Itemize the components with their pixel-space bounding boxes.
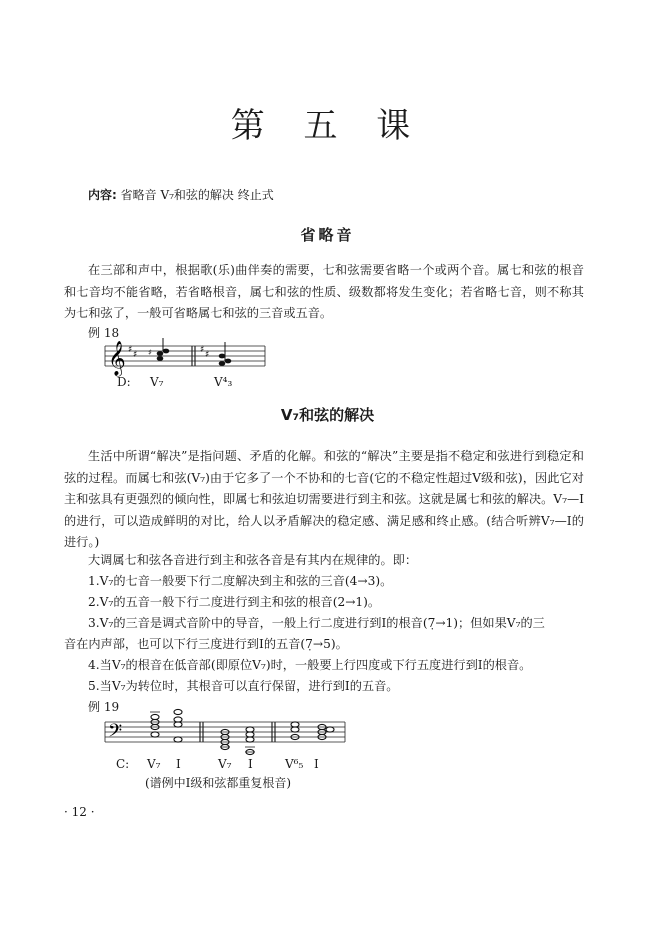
example-19-score <box>100 708 350 764</box>
section1-paragraph: 在三部和声中，根据歌(乐)曲伴奏的需要，七和弦需要省略一个或两个音。属七和弦的根音和七音均不能省略，若省略根音，属七和弦的性质、级数都将发生变化；若省略七音，则不称其为七和弦了，一般可省略属七和弦的三音或五音。 <box>64 263 584 320</box>
svg-text:♯: ♯ <box>133 350 138 360</box>
svg-text:♯: ♯ <box>148 348 152 357</box>
example-19-chord-3: V₇ <box>218 757 232 771</box>
example-19-chord-1: V₇ <box>147 757 161 771</box>
section-heading-omitted-notes: 省略音 <box>300 226 355 244</box>
section2-paragraph: 生活中所谓“解决”是指问题、矛盾的化解。和弦的“解决”主要是指不稳定和弦进行到稳定和弦的过程。而属七和弦(V₇)由于它多了一个不协和的七音(它的不稳定性超过V级和弦)，因此它对主和弦具有更强烈的倾向性，即属七和弦迫切需要进行到主和弦。这就是属七和弦的解决。V₇—I的进行，可以造成鲜明的对比，给人以矛盾解决的稳定感、满足感和终止感。(结合听辨V₇—I的进行。) <box>64 449 584 549</box>
lesson-contents <box>88 186 274 203</box>
example-18-chord-1: V₇ <box>150 375 164 389</box>
svg-text:♯: ♯ <box>200 345 205 355</box>
treble-clef-icon: 𝄞 <box>108 341 126 376</box>
svg-text:♯: ♯ <box>128 345 133 355</box>
rule-5: 5.当V₇为转位时，其根音可以直行保留，进行到Ⅰ的五音。 <box>88 679 399 693</box>
example-19-chord-5: V⁶₅ <box>285 757 304 771</box>
page-number: · 12 · <box>64 805 95 819</box>
rule-1: 1.V₇的七音一般要下行二度解决到主和弦的三音(4→3)。 <box>88 574 393 588</box>
section-heading-v7-resolution: V₇和弦的解决 <box>280 406 375 424</box>
example-19-chord-6: I <box>314 757 319 771</box>
rule-3-continued: 音在内声部，也可以下行三度进行到Ⅰ的五音(7̣→5)。 <box>64 637 348 651</box>
svg-text:♯: ♯ <box>205 350 210 360</box>
example-19-chord-4: I <box>248 757 253 771</box>
contents-text: 省略音 V₇和弦的解决 终止式 <box>120 188 274 202</box>
example-18-chord-2: V⁴₃ <box>214 375 233 389</box>
rule-3: 3.V₇的三音是调式音阶中的导音，一般上行二度进行到Ⅰ的根音(7̣→1)；但如果V₇的三 <box>88 616 545 630</box>
rule-4: 4.当V₇的根音在低音部(即原位V₇)时，一般要上行四度或下行五度进行到Ⅰ的根音。 <box>88 658 532 672</box>
example-19-chord-2: I <box>176 757 181 771</box>
rules-intro: 大调属七和弦各音进行到主和弦各音是有其内在规律的。即： <box>88 553 418 567</box>
rule-2: 2.V₇的五音一般下行二度进行到主和弦的根音(2→1)。 <box>88 595 381 609</box>
example-18-key: D: <box>117 375 131 389</box>
bass-clef-icon: 𝄢 <box>108 721 123 746</box>
example-19-label: 例 19 <box>88 700 120 714</box>
example-18-label: 例 18 <box>88 326 120 340</box>
example-19-note: (谱例中Ⅰ级和弦都重复根音) <box>145 776 292 790</box>
lesson-title: 第 五 课 <box>230 106 425 146</box>
example-19-key: C: <box>116 757 130 771</box>
contents-label: 内容: <box>88 188 117 202</box>
